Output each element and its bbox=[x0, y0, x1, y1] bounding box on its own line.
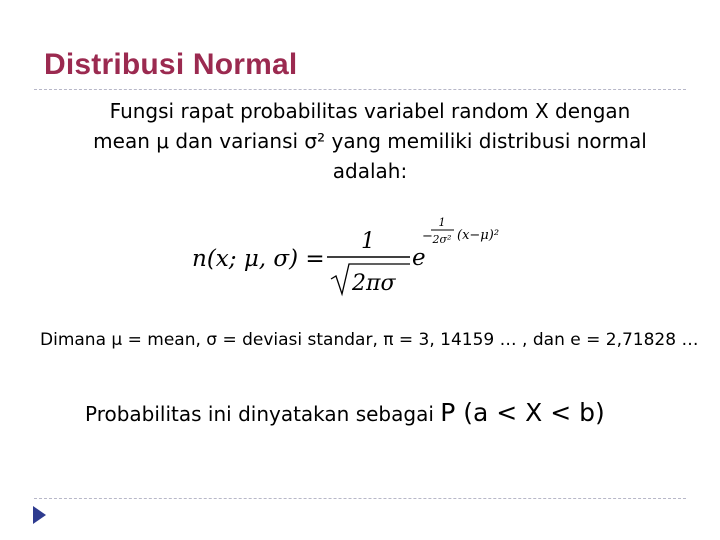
formula-denominator: 2πσ bbox=[352, 271, 396, 296]
normal-density-formula bbox=[190, 212, 530, 304]
variable-definitions: Dimana μ = mean, σ = deviasi standar, π = 3, 14159 … , dan e = 2,71828 … bbox=[40, 330, 699, 350]
exponent-sign: − bbox=[422, 229, 433, 244]
slide-title: Distribusi Normal bbox=[44, 48, 298, 81]
probability-prefix: Probabilitas ini dinyatakan sebagai bbox=[85, 402, 441, 426]
exponent-tail: (x−μ)² bbox=[457, 228, 500, 243]
intro-line-1: Fungsi rapat probabilitas variabel random X dengan bbox=[109, 99, 631, 123]
footer-divider bbox=[34, 498, 686, 499]
probability-expression: P (a < X < b) bbox=[440, 398, 605, 427]
intro-text bbox=[60, 96, 680, 186]
exponential-base: e bbox=[412, 245, 426, 271]
intro-line-3: adalah: bbox=[332, 159, 408, 183]
play-triangle-icon bbox=[32, 505, 48, 525]
probability-statement bbox=[85, 398, 605, 427]
intro-line-2: mean μ dan variansi σ² yang memiliki distribusi normal bbox=[93, 129, 647, 153]
formula-numerator: 1 bbox=[361, 229, 375, 254]
title-divider bbox=[34, 89, 686, 90]
formula-lhs: n(x; μ, σ) = bbox=[192, 246, 325, 272]
exponent-denominator: 2σ² bbox=[432, 233, 452, 246]
exponent-numerator: 1 bbox=[438, 216, 446, 229]
